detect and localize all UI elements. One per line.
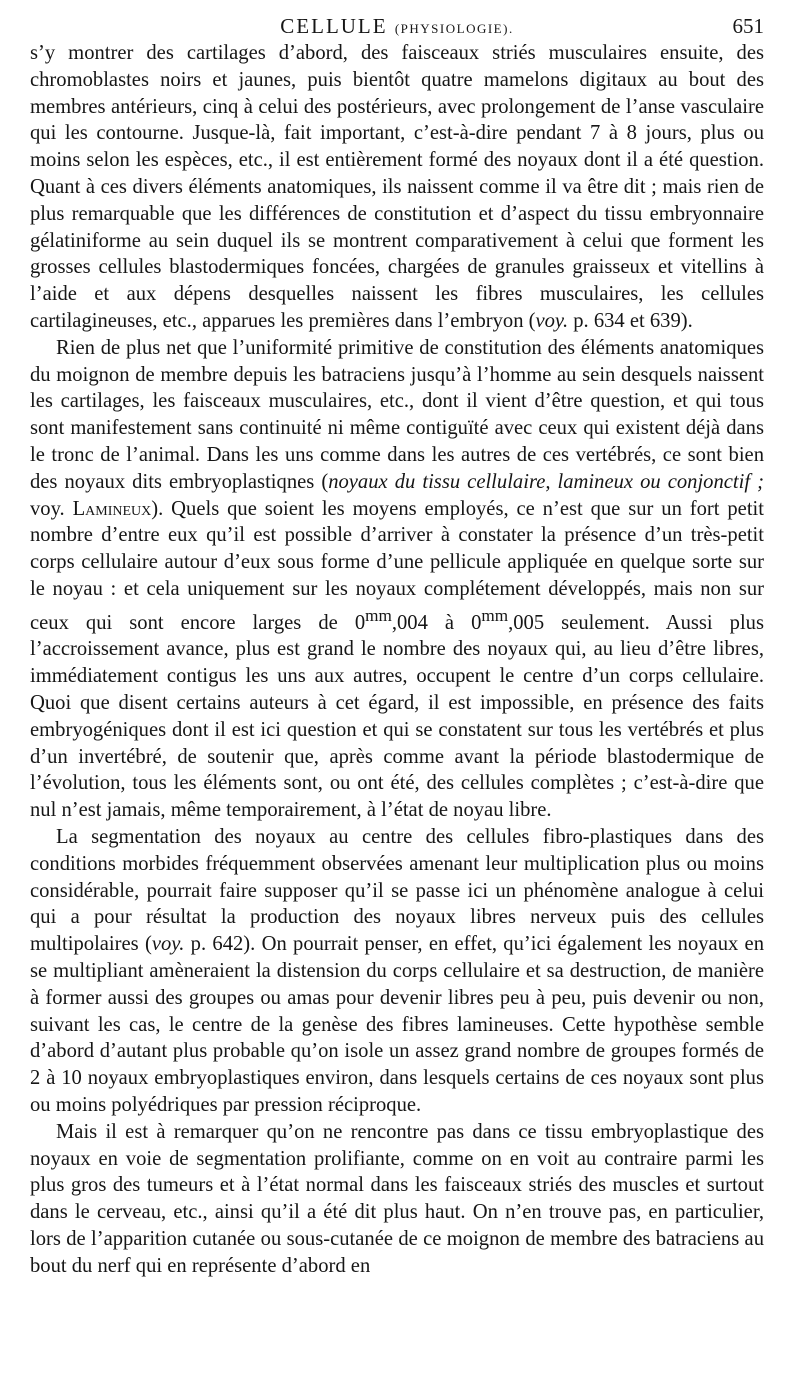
paragraph-2-text: Rien de plus net que l’uniformité primitive de constitution des éléments anatomiques du moignon de membre depuis les batraciens jusqu’à l’homme au sein desquels naissent les cartilages, les faisceaux musculaires, etc., dont il vient d’être question, et qui tous sont manifestement sans continuité ni même contiguïté avec ceux qui existent déjà dans le tronc de l’animal. Dans les uns comme dans les autres de ces vertébrés, ce sont bien des noyaux dits embryoplastiqnes ( — [30, 336, 764, 493]
paragraph-2-text-mid2: ,004 à 0 — [391, 611, 482, 634]
paragraph-1-voy: voy. — [535, 309, 569, 332]
page-body — [30, 40, 764, 1280]
paragraph-2-smallcaps: Lamineux — [72, 497, 152, 520]
paragraph-2-text-end: ,005 seulement. Aussi plus l’accroissement avance, plus est grand le nombre des noyaux qui, au lieu d’être libres, immédiatement contigus les uns aux autres, occupent le centre d’un corps cellulaire. Quoi que disent certains auteurs à cet égard, il est impossible, en présence des faits embryogéniques dont il est ici question et qui se constatent sur tous les vertébrés et plus d’un invertébré, de soutenir que, après comme avant la période blastodermique de l’évolution, tous les éléments sont, ou ont été, des cellules complètes ; c’est-à-dire que nul n’est jamais, même temporairement, à l’état de noyau libre. — [30, 611, 764, 822]
paragraph-3 — [30, 824, 764, 1119]
paragraph-1 — [30, 40, 764, 335]
paragraph-4 — [30, 1119, 764, 1280]
paragraph-2-text-mid: ). Quels que soient les moyens employés, ce n’est que sur un fort petit nombre d’entre eux qu’il est possible d’arriver à constater la présence d’un très-petit corps cellulaire autour d’eux sous forme d’une pellicule appliquée en quelque sorte sur le noyau : et cela uniquement sur les noyaux complétement développés, mais non sur ceux qui sont encore larges de 0 — [30, 497, 764, 634]
paragraph-2-sup-2: mm — [481, 605, 509, 625]
paragraph-2-italic: noyaux du tissu cellulaire, lamineux ou conjonctif ; — [328, 470, 764, 493]
page-header — [30, 0, 764, 40]
paragraph-4-text: Mais il est à remarquer qu’on ne rencontre pas dans ce tissu embryoplastique des noyaux en voie de segmentation prolifiante, comme on en voit au contraire parmi les plus gros des tumeurs et à l’état normal dans les faisceaux striés des muscles et surtout dans le cerveau, etc., ainsi qu’il a été dit plus haut. On n’en trouve pas, en particulier, lors de l’apparition cutanée ou sous-cutanée de ce moignon de membre des batraciens au bout du nerf qui en représente d’abord en — [30, 1120, 764, 1277]
paragraph-3-text: La segmentation des noyaux au centre des cellules fibro-plastiques dans des conditions morbides fréquemment observées amenant leur multiplication plus ou moins considérable, pourrait faire supposer qu’il se passe ici un phénomène analogue à celui qui a pour résultat la production des noyaux libres nerveux puis des cellules multipolaires ( — [30, 825, 764, 956]
paragraph-3-text-end: p. 642). On pourrait penser, en effet, qu’ici également les noyaux en se multipliant amèneraient la distension du corps cellulaire et sa destruction, de manière à former aussi des groupes ou amas pour devenir libres peu à peu, puis devenir ou non, suivant les cas, le centre de la genèse des fibres lamineuses. Cette hypothèse semble d’abord d’autant plus probable qu’on isole un assez grand nombre de groupes formés de 2 à 10 noyaux embryoplastiques environ, dans lesquels certains de ces noyaux sont plus ou moins polyédriques par pression réciproque. — [30, 933, 764, 1116]
running-head — [30, 14, 764, 39]
paragraph-2 — [30, 335, 764, 824]
paragraph-1-text: s’y montrer des cartilages d’abord, des faisceaux striés musculaires ensuite, des chromoblastes noirs et jaunes, puis bientôt quatre mamelons digitaux au bout des membres antérieurs, cinq à celui des postérieurs, avec prolongement de l’anse vasculaire qui les contourne. Jusque-là, fait important, c’est-à-dire pendant 7 à 8 jours, plus ou moins selon les espèces, etc., il est entièrement formé des noyaux dont il a été question. Quant à ces divers éléments anatomiques, ils naissent comme il va être dit ; mais rien de plus remarquable que les différences de constitution et d’aspect du tissu embryonnaire gélatiniforme au sein duquel ils se montrent comparativement à celui que forment les grosses cellules blastodermiques foncées, chargées de granules graisseux et vitellins à l’aide et aux dépens desquelles naissent les fibres musculaires, les cellules cartilagineuses, etc., apparues les premières dans l’embryon ( — [30, 42, 764, 332]
running-head-title: CELLULE — [280, 14, 388, 38]
paragraph-3-voy: voy. — [151, 933, 185, 956]
paragraph-1-text-end: p. 634 et 639). — [568, 309, 693, 332]
running-head-subtitle: (PHYSIOLOGIE). — [394, 21, 514, 36]
paragraph-2-voy: voy. — [30, 497, 73, 520]
paragraph-2-sup-1: mm — [365, 605, 392, 625]
page-number: 651 — [732, 14, 764, 38]
